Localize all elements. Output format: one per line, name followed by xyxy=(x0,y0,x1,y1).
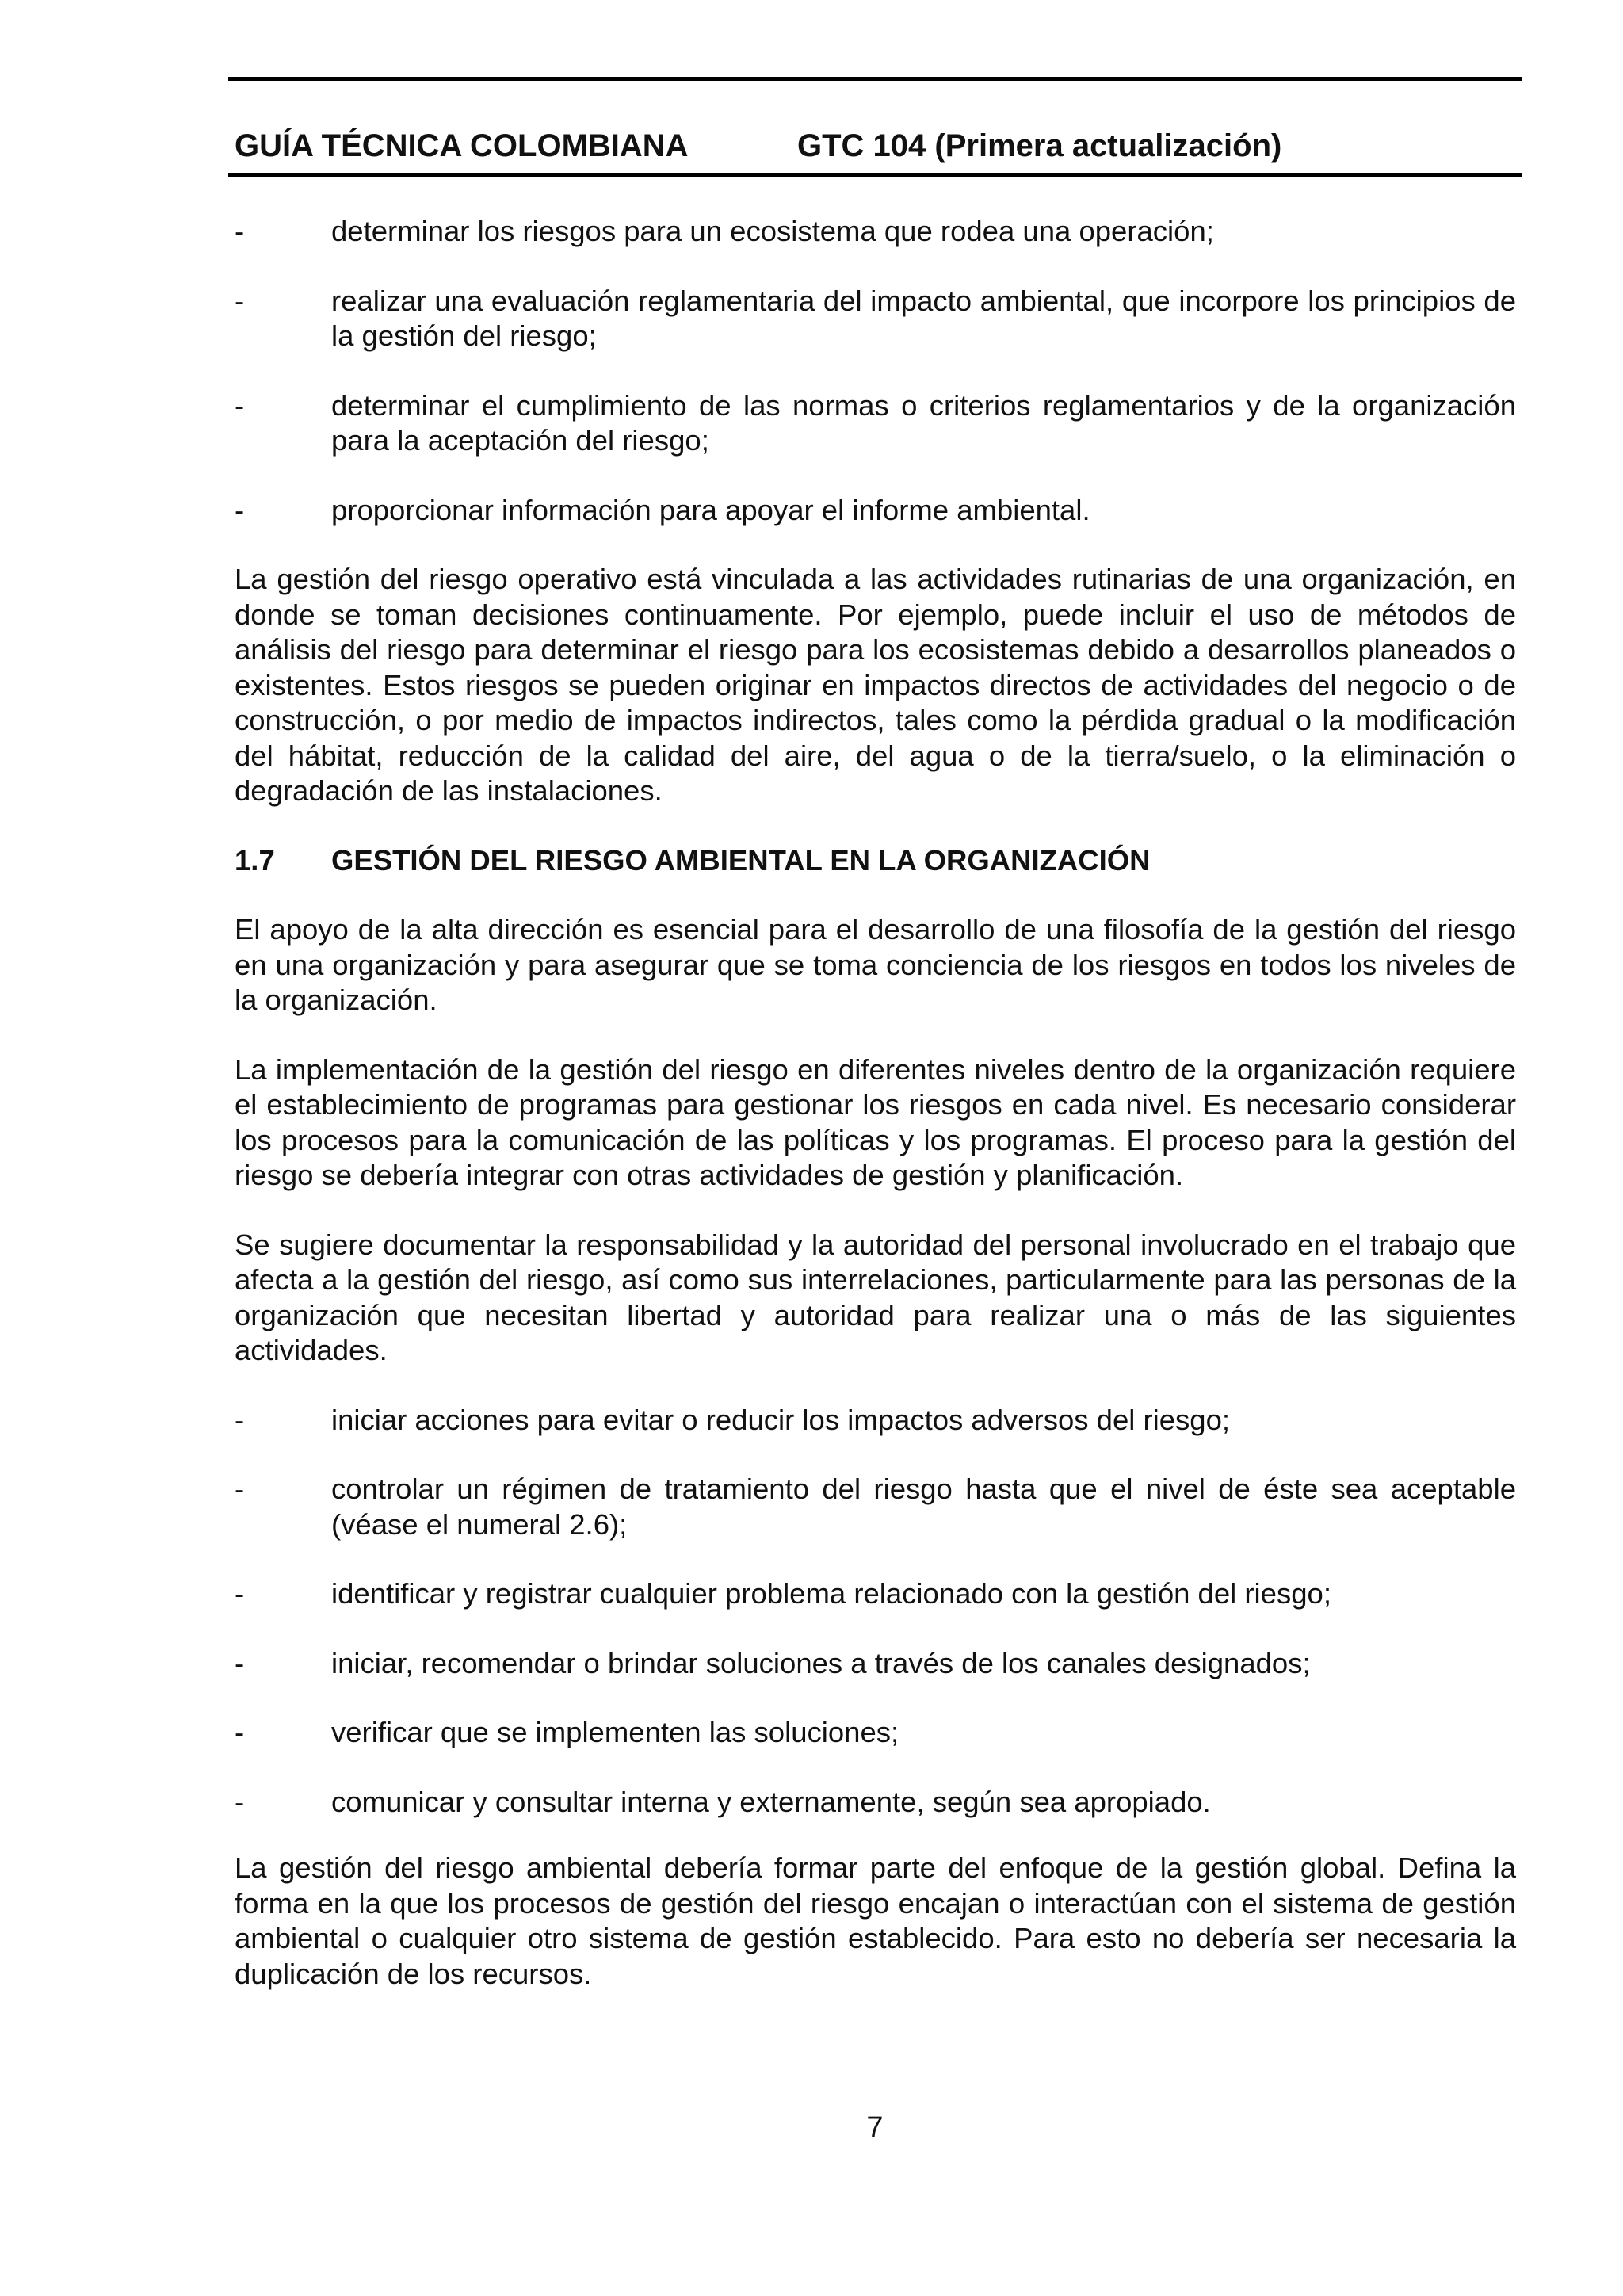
list-dash: - xyxy=(235,493,245,526)
list-dash: - xyxy=(235,1577,245,1610)
paragraph-riesgo-operativo: La gestión del riesgo operativo está vinculada a las actividades rutinarias de una organización, en donde se toman decisiones continuamente. Por ejemplo, puede incluir el uso de métodos de análisis del riesgo para determinar el riesgo para los ecosistemas debido a desarrollos planeados o existentes. Estos riesgos se pueden originar en impactos directos de actividades del negocio o de construcción, o por medio de impactos indirectos, tales como la pérdida gradual o la modificación del hábitat, reducción de la calidad del aire, del agua o de la tierra/suelo, o la eliminación o degradación de las instalaciones. xyxy=(235,563,1516,807)
section-title: GESTIÓN DEL RIESGO AMBIENTAL EN LA ORGANIZACIÓN xyxy=(331,843,1151,877)
list-item-text: identificar y registrar cualquier problema relacionado con la gestión del riesgo; xyxy=(331,1577,1331,1610)
list-item-text: comunicar y consultar interna y externamente, según sea apropiado. xyxy=(331,1785,1211,1818)
paragraph-gestion-global: La gestión del riesgo ambiental debería formar parte del enfoque de la gestión global. Defina la forma en la que los procesos de gestión del riesgo encajan o interactúan con el sistema de gestión ambiental o cualquier otro sistema de gestión establecido. Para esto no debería ser necesaria la duplicación de los recursos. xyxy=(235,1851,1516,1990)
paragraph-apoyo-direccion: El apoyo de la alta dirección es esencial para el desarrollo de una filosofía de la gestión del riesgo en una organización y para asegurar que se toma conciencia de los riesgos en todos los niveles de la organización. xyxy=(235,913,1516,1016)
list-item-text: controlar un régimen de tratamiento del riesgo hasta que el nivel de éste sea aceptable (véase el numeral 2.6); xyxy=(331,1473,1516,1541)
header-top-rule xyxy=(228,77,1522,81)
list-item-text: verificar que se implementen las soluciones; xyxy=(331,1716,899,1748)
list-item xyxy=(235,1646,1516,1682)
list-item-text: realizar una evaluación reglamentaria del impacto ambiental, que incorpore los principios de la gestión del riesgo; xyxy=(331,284,1516,352)
document-series-title: GUÍA TÉCNICA COLOMBIANA xyxy=(235,128,689,163)
list-dash: - xyxy=(235,284,245,317)
section-heading xyxy=(235,843,1516,879)
list-item-text: determinar el cumplimiento de las normas o criterios reglamentarios y de la organización para la aceptación del riesgo; xyxy=(331,388,1516,457)
list-dash: - xyxy=(235,1403,245,1436)
list-dash: - xyxy=(235,1473,245,1505)
list-item xyxy=(235,388,1516,459)
list-item xyxy=(235,284,1516,354)
list-item xyxy=(235,214,1516,250)
list-dash: - xyxy=(235,388,245,422)
header-bottom-rule xyxy=(228,173,1522,177)
list-item xyxy=(235,1403,1516,1438)
paragraph-implementacion: La implementación de la gestión del riesgo en diferentes niveles dentro de la organización requiere el establecimiento de programas para gestionar los riesgos en cada nivel. Es necesario considerar los procesos para la comunicación de las políticas y los programas. El proceso para la gestión del riesgo se debería integrar con otras actividades de gestión y planificación. xyxy=(235,1052,1516,1191)
page-body xyxy=(235,214,1516,2026)
list-item-text: determinar los riesgos para un ecosistema que rodea una operación; xyxy=(331,215,1214,247)
list-item-text: iniciar, recomendar o brindar soluciones a través de los canales designados; xyxy=(331,1646,1311,1679)
section-number: 1.7 xyxy=(235,843,275,877)
document-code-title: GTC 104 (Primera actualización) xyxy=(797,128,1282,163)
list-item-text: iniciar acciones para evitar o reducir los impactos adversos del riesgo; xyxy=(331,1403,1231,1436)
list-dash: - xyxy=(235,215,245,247)
list-item xyxy=(235,493,1516,529)
list-dash: - xyxy=(235,1785,245,1818)
list-item xyxy=(235,1472,1516,1542)
list-item xyxy=(235,1785,1516,1820)
list-dash: - xyxy=(235,1716,245,1748)
page-number: 7 xyxy=(866,2111,884,2145)
paragraph-responsabilidad: Se sugiere documentar la responsabilidad y la autoridad del personal involucrado en el trabajo que afecta a la gestión del riesgo, así como sus interrelaciones, particularmente para las personas de la organización que necesitan libertad y autoridad para realizar una o más de las siguientes actividades. xyxy=(235,1228,1516,1366)
list-item-text: proporcionar información para apoyar el informe ambiental. xyxy=(331,493,1090,526)
list-item xyxy=(235,1715,1516,1751)
list-item xyxy=(235,1576,1516,1612)
list-dash: - xyxy=(235,1646,245,1679)
